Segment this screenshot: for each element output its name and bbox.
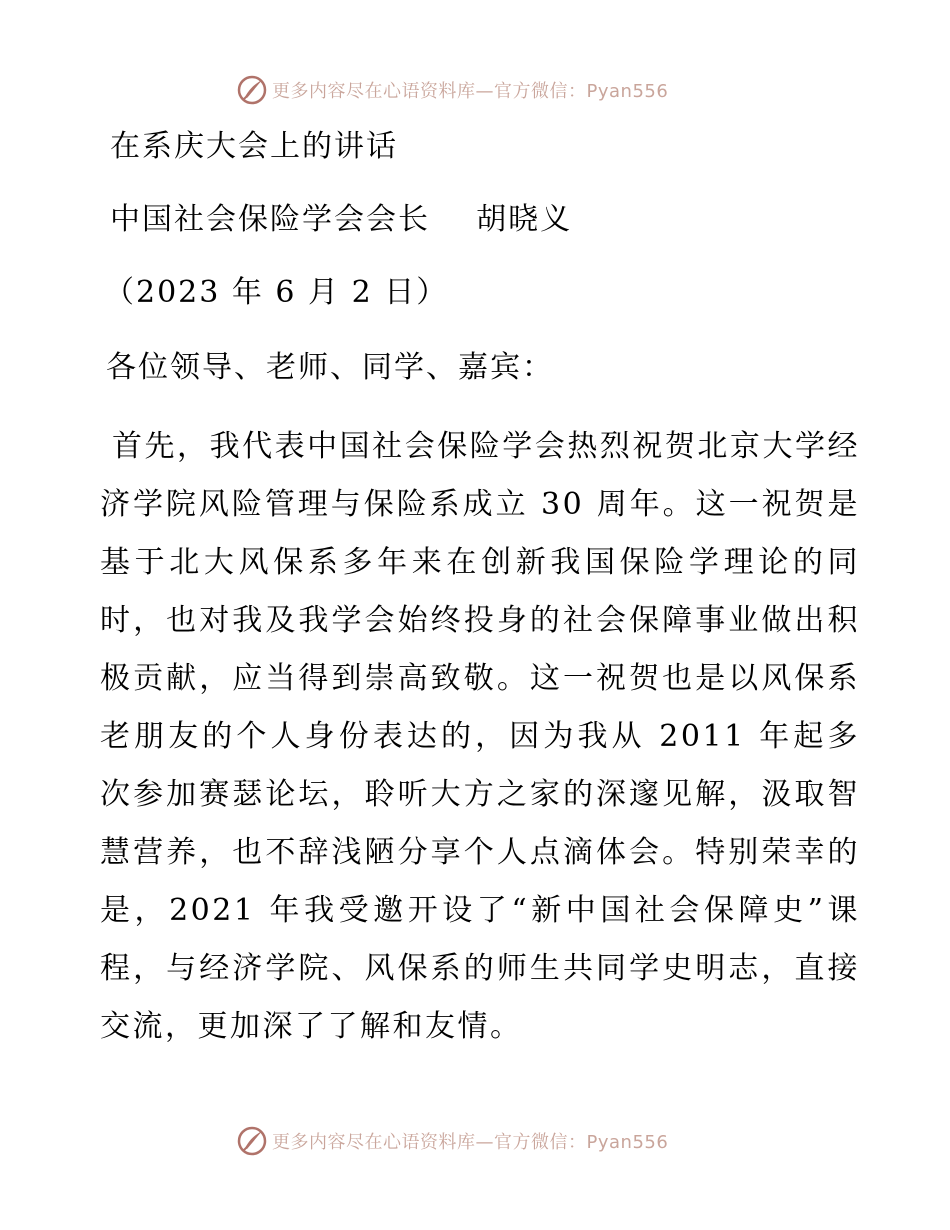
- watermark-text: 更多内容尽在心语资料库—官方微信：Pyan556: [272, 81, 669, 102]
- quill-logo-icon: [236, 1125, 268, 1157]
- body-paragraph: 首先，我代表中国社会保险学会热烈祝贺北京大学经济学院风险管理与保险系成立 30 周年。这一祝贺是基于北大风保系多年来在创新我国保险学理论的同时，也对我及我学会始终投身的社会保障事业做出积极贡献，应当得到崇高致敬。这一祝贺也是以风保系老朋友的个人身份表达的，因为我从 2011 年起多次参加赛瑟论坛，聆听大方之家的深邃见解，汲取智慧营养，也不辞浅陋分享个人点滴体会。特别荣幸的是，2021 年我受邀开设了“新中国社会保障史”课程，与经济学院、风保系的师生共同学史明志，直接交流，更加深了了解和友情。: [100, 429, 860, 1044]
- speech-date: （2023 年 6 月 2 日）: [104, 275, 449, 310]
- salutation: 各位领导、老师、同学、嘉宾：: [106, 350, 554, 385]
- watermark-header: [236, 74, 668, 106]
- quill-logo-icon: [236, 74, 268, 106]
- watermark-text: 更多内容尽在心语资料库—官方微信：Pyan556: [272, 1132, 669, 1153]
- speaker-line: 中国社会保险学会会长 胡晓义: [110, 202, 573, 237]
- watermark-footer: [236, 1125, 668, 1157]
- speech-title: 在系庆大会上的讲话: [110, 129, 398, 164]
